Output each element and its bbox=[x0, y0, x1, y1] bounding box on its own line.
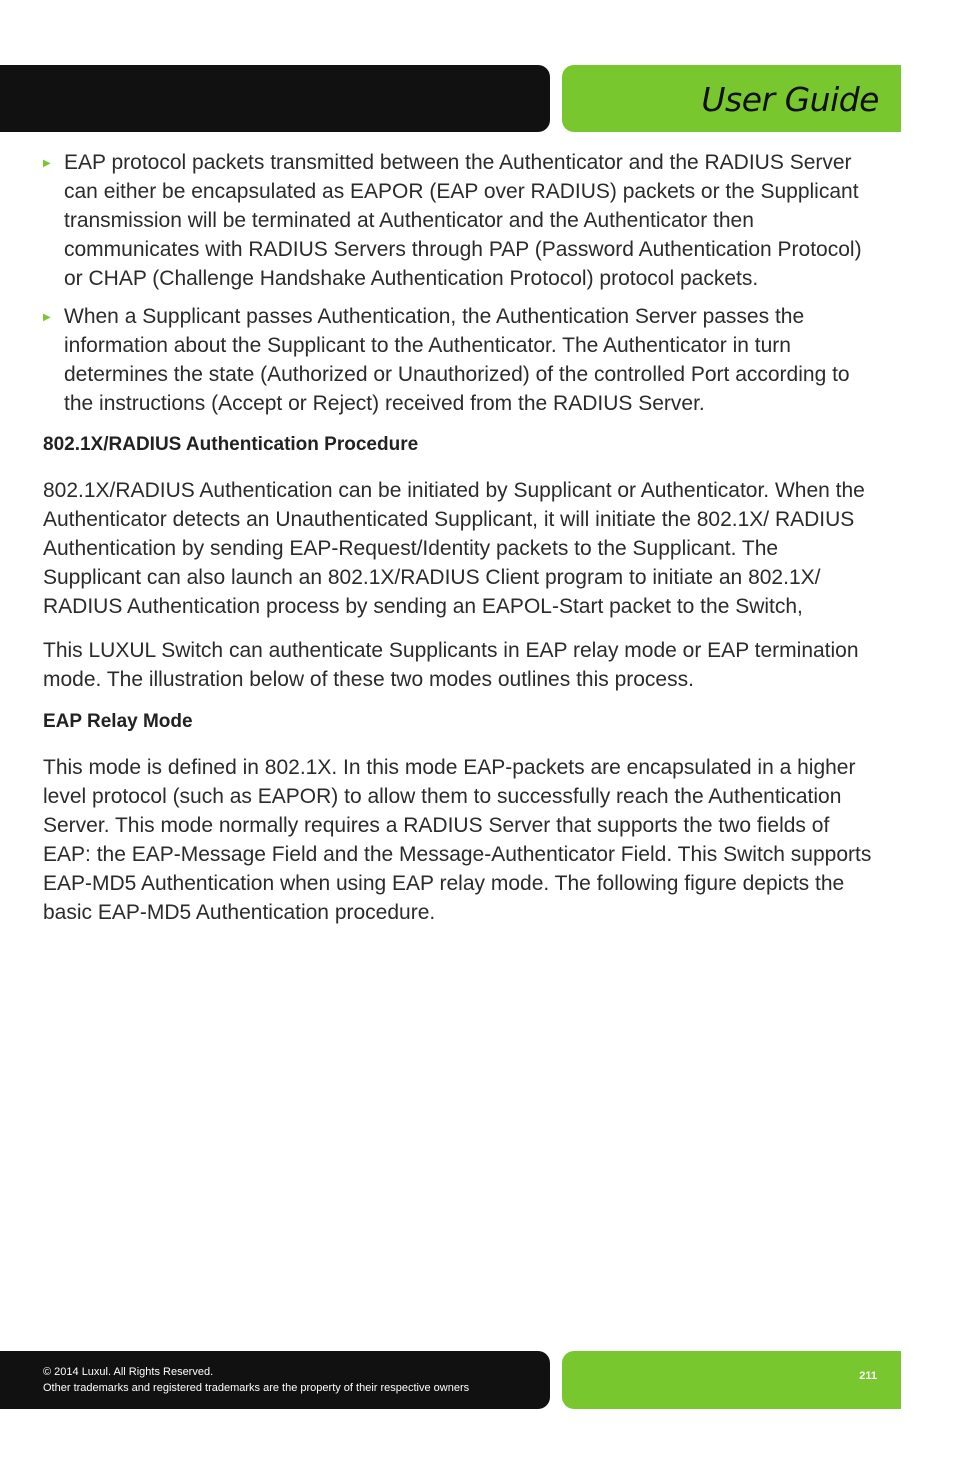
page-title: User Guide bbox=[701, 80, 879, 119]
main-content bbox=[43, 148, 873, 942]
section-heading: 802.1X/RADIUS Authentication Procedure bbox=[43, 434, 419, 455]
copyright-text: © 2014 Luxul. All Rights Reserved. bbox=[43, 1366, 214, 1378]
paragraph: This LUXUL Switch can authenticate Supplicants in EAP relay mode or EAP termination mode. The illustration below of these two modes outlines this process. bbox=[43, 639, 859, 691]
triangle-bullet-icon: ▶ bbox=[43, 312, 51, 323]
header-black-bar bbox=[0, 65, 550, 132]
page-number: 211 bbox=[859, 1370, 877, 1382]
triangle-bullet-icon: ▶ bbox=[43, 158, 51, 169]
footer-green-bar bbox=[562, 1351, 901, 1409]
header-green-bar bbox=[562, 65, 901, 132]
footer-black-bar bbox=[0, 1351, 550, 1409]
bullet-text: When a Supplicant passes Authentication, the Authentication Server passes the information about the Supplicant to the Authenticator. The Authenticator in turn determines the state (Authorized or Unauthorized) of the controlled Port according to the instructions (Accept or Reject) received from the RADIUS Server. bbox=[64, 305, 850, 415]
paragraph: 802.1X/RADIUS Authentication can be initiated by Supplicant or Authenticator. When the Authenticator detects an Unauthenticated Supplicant, it will initiate the 802.1X/ RADIUS Authentication by sending EAP-Request/Identity packets to the Supplicant. The Supplicant can also launch an 802.1X/RADIUS Client program to initiate an 802.1X/ RADIUS Authentication process by sending an EAPOL-Start packet to the Switch, bbox=[43, 479, 865, 618]
bullet-item bbox=[43, 148, 873, 293]
bullet-text: EAP protocol packets transmitted between the Authenticator and the RADIUS Server can either be encapsulated as EAPOR (EAP over RADIUS) packets or the Supplicant transmission will be terminated at Authenticator and the Authenticator then communicates with RADIUS Servers through PAP (Password Authentication Protocol) or CHAP (Challenge Handshake Authentication Protocol) protocol packets. bbox=[64, 151, 862, 290]
bullet-item bbox=[43, 302, 873, 418]
trademark-text: Other trademarks and registered trademarks are the property of their respective owners bbox=[43, 1382, 470, 1394]
paragraph: This mode is defined in 802.1X. In this mode EAP-packets are encapsulated in a higher level protocol (such as EAPOR) to allow them to successfully reach the Authentication Server. This mode normally requires a RADIUS Server that supports the two fields of EAP: the EAP-Message Field and the Message-Authenticator Field. This Switch supports EAP-MD5 Authentication when using EAP relay mode. The following figure depicts the basic EAP-MD5 Authentication procedure. bbox=[43, 756, 872, 924]
section-heading: EAP Relay Mode bbox=[43, 711, 193, 732]
